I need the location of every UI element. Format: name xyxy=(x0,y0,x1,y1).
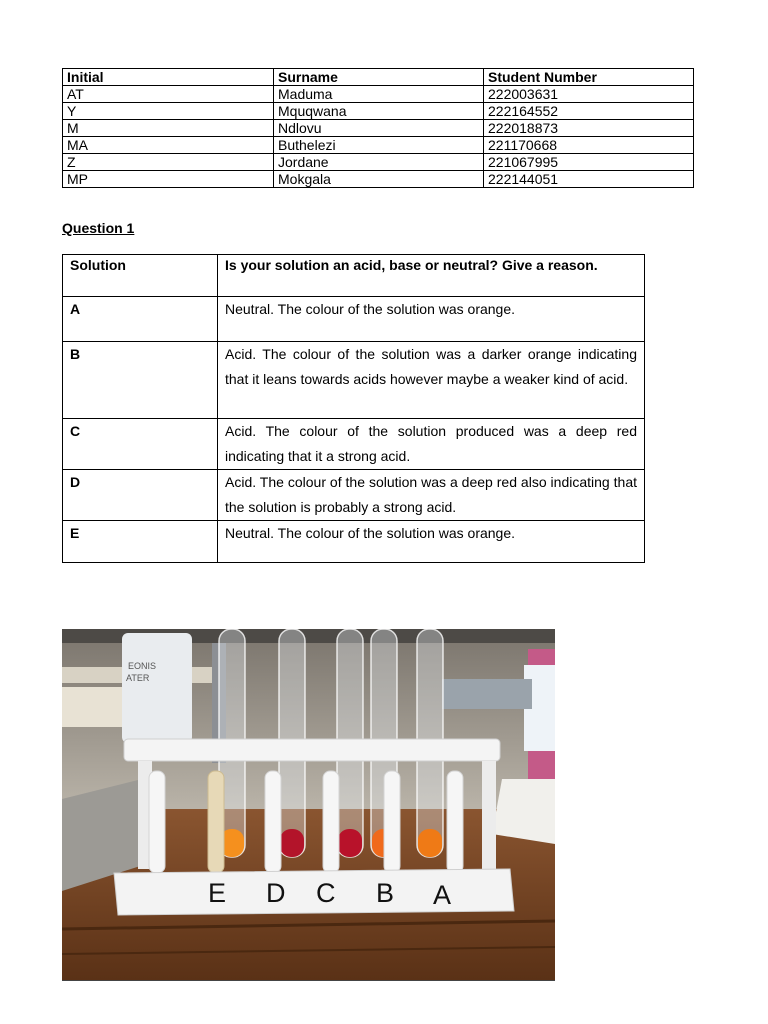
tube-label-d: D xyxy=(266,878,286,908)
tube-label-e: E xyxy=(208,878,227,908)
question-heading: Question 1 xyxy=(62,220,135,236)
cell-student-number: 222164552 xyxy=(484,103,694,120)
cell-student-number: 221170668 xyxy=(484,137,694,154)
table-row xyxy=(63,342,645,419)
cell-initial: AT xyxy=(63,86,274,103)
header-surname: Surname xyxy=(274,69,484,86)
cell-initial: Y xyxy=(63,103,274,120)
cell-initial: Z xyxy=(63,154,274,171)
solution-label: A xyxy=(63,297,218,342)
tube-label-b: B xyxy=(376,878,395,908)
header-classification: Is your solution an acid, base or neutral? Give a reason. xyxy=(218,255,645,297)
cell-initial: MP xyxy=(63,171,274,188)
water-bottle xyxy=(122,633,192,743)
header-initial: Initial xyxy=(63,69,274,86)
solution-answer: Neutral. The colour of the solution was orange. xyxy=(218,297,645,342)
cell-surname: Mokgala xyxy=(274,171,484,188)
solution-answer: Acid. The colour of the solution was a darker orange indicating that it leans towards acids however maybe a weaker kind of acid. xyxy=(218,342,645,419)
rack-base xyxy=(114,869,514,915)
table-row xyxy=(63,171,694,188)
table-row xyxy=(63,103,694,120)
test-tube-rack-illustration xyxy=(62,629,555,980)
cell-student-number: 222003631 xyxy=(484,86,694,103)
test-tube-photo xyxy=(62,629,555,981)
table-row xyxy=(63,86,694,103)
solution-label: E xyxy=(63,521,218,563)
table-row xyxy=(63,154,694,171)
solution-label: B xyxy=(63,342,218,419)
tube-label-a: A xyxy=(433,880,452,910)
answers-header-row xyxy=(63,255,645,297)
members-header-row xyxy=(63,69,694,86)
cell-surname: Buthelezi xyxy=(274,137,484,154)
table-row xyxy=(63,137,694,154)
cell-initial: M xyxy=(63,120,274,137)
table-row xyxy=(63,521,645,563)
solution-answer: Acid. The colour of the solution was a deep red also indicating that the solution is probably a strong acid. xyxy=(218,470,645,521)
svg-text:EONIS: EONIS xyxy=(128,661,157,671)
cell-student-number: 222144051 xyxy=(484,171,694,188)
solution-label: C xyxy=(63,419,218,470)
solution-answer: Acid. The colour of the solution produced was a deep red indicating that it a strong acid. xyxy=(218,419,645,470)
solution-liquid-a xyxy=(418,829,442,857)
cell-student-number: 221067995 xyxy=(484,154,694,171)
cell-surname: Ndlovu xyxy=(274,120,484,137)
tube-label-c: C xyxy=(316,878,336,908)
table-row xyxy=(63,419,645,470)
cell-surname: Jordane xyxy=(274,154,484,171)
table-row xyxy=(63,120,694,137)
cell-surname: Mquqwana xyxy=(274,103,484,120)
solution-liquid-c xyxy=(338,829,362,857)
table-row xyxy=(63,297,645,342)
cell-initial: MA xyxy=(63,137,274,154)
cell-surname: Maduma xyxy=(274,86,484,103)
table-row xyxy=(63,470,645,521)
header-student-number: Student Number xyxy=(484,69,694,86)
answers-table xyxy=(62,254,645,563)
cell-student-number: 222018873 xyxy=(484,120,694,137)
group-members-table xyxy=(62,68,694,188)
header-solution: Solution xyxy=(63,255,218,297)
solution-liquid-d xyxy=(280,829,304,857)
solution-answer: Neutral. The colour of the solution was orange. xyxy=(218,521,645,563)
svg-text:ATER: ATER xyxy=(126,673,150,683)
rack-top-bar xyxy=(124,739,500,761)
solution-label: D xyxy=(63,470,218,521)
